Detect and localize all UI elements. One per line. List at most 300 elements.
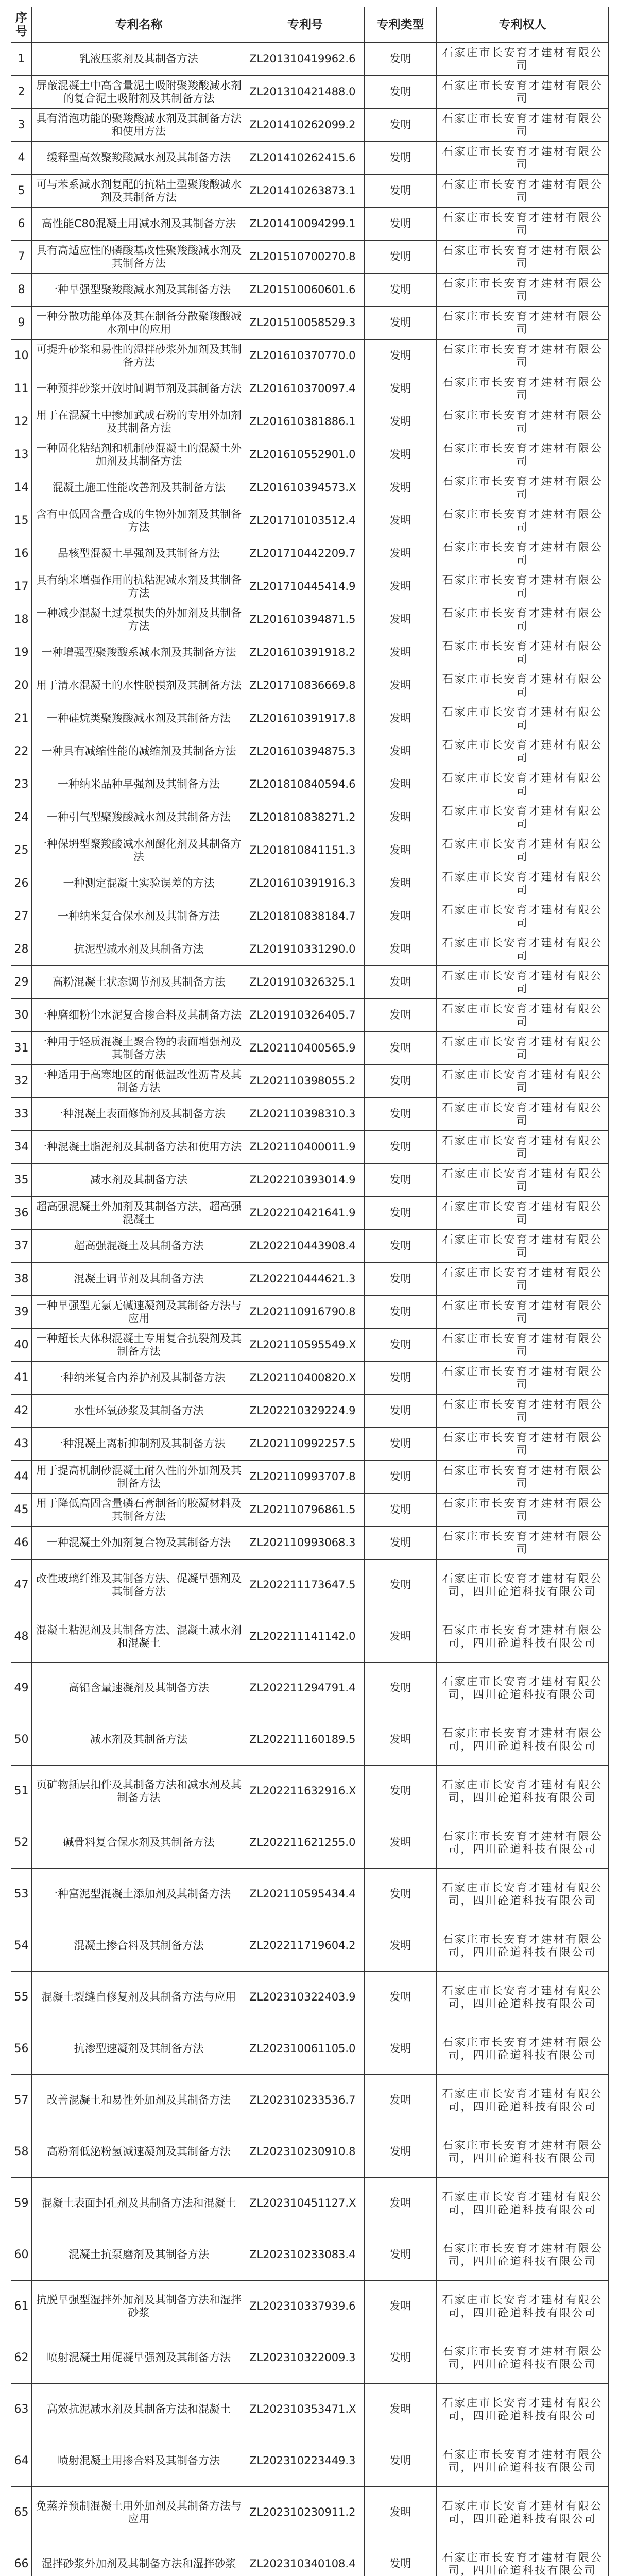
patent-name: 抗泥型减水剂及其制备方法 (32, 933, 246, 966)
patent-name: 一种混凝土外加剂复合物及其制备方法 (32, 1527, 246, 1560)
header-patent-type: 专利类型 (365, 7, 437, 43)
patent-number: ZL201510700270.8 (246, 241, 365, 274)
patent-type: 发明 (365, 2384, 437, 2435)
patent-type: 发明 (365, 1362, 437, 1395)
row-number: 22 (11, 735, 32, 768)
table-row (11, 1817, 609, 1869)
patent-number: ZL201310419962.6 (246, 43, 365, 76)
patent-number: ZL202211160189.5 (246, 1714, 365, 1766)
patent-number: ZL202110993707.8 (246, 1461, 365, 1494)
table-row (11, 999, 609, 1032)
row-number: 30 (11, 999, 32, 1032)
patent-type: 发明 (365, 405, 437, 438)
row-number: 58 (11, 2126, 32, 2178)
header-owner: 专利权人 (437, 7, 609, 43)
table-row (11, 2075, 609, 2126)
patent-name: 一种早强型聚羧酸减水剂及其制备方法 (32, 274, 246, 307)
patent-name: 具有消泡功能的聚羧酸减水剂及其制备方法和使用方法 (32, 109, 246, 142)
patent-owner: 石家庄市长安育才建材有限公司，四川砼道科技有限公司 (437, 2075, 609, 2126)
row-number: 64 (11, 2435, 32, 2487)
patent-owner: 石家庄市长安育才建材有限公司 (437, 1098, 609, 1131)
patent-type: 发明 (365, 1972, 437, 2023)
patent-number: ZL202110916790.8 (246, 1296, 365, 1329)
patent-number: ZL202110993068.3 (246, 1527, 365, 1560)
table-row (11, 669, 609, 702)
patent-owner: 石家庄市长安育才建材有限公司 (437, 1329, 609, 1362)
patent-number: ZL201410094299.1 (246, 208, 365, 241)
table-row (11, 636, 609, 669)
patent-owner: 石家庄市长安育才建材有限公司 (437, 867, 609, 900)
row-number: 60 (11, 2229, 32, 2281)
patent-number: ZL201610391917.8 (246, 702, 365, 735)
patent-owner: 石家庄市长安育才建材有限公司 (437, 570, 609, 603)
table-row (11, 1296, 609, 1329)
patent-name: 一种保坍型聚羧酸减水剂醚化剂及其制备方法 (32, 834, 246, 867)
patent-owner: 石家庄市长安育才建材有限公司 (437, 405, 609, 438)
table-row (11, 867, 609, 900)
patent-number: ZL202211632916.X (246, 1766, 365, 1817)
patent-number: ZL201910331290.0 (246, 933, 365, 966)
row-number: 15 (11, 504, 32, 537)
patent-type: 发明 (365, 438, 437, 471)
patent-type: 发明 (365, 1230, 437, 1263)
patent-owner: 石家庄市长安育才建材有限公司，四川砼道科技有限公司 (437, 2178, 609, 2229)
patent-list-sheet (11, 7, 608, 2576)
table-row (11, 900, 609, 933)
patent-number: ZL201710836669.8 (246, 669, 365, 702)
table-row (11, 1611, 609, 1663)
patent-type: 发明 (365, 1920, 437, 1972)
patent-owner: 石家庄市长安育才建材有限公司 (437, 274, 609, 307)
row-number: 12 (11, 405, 32, 438)
patent-name: 高粉混凝土状态调节剂及其制备方法 (32, 966, 246, 999)
patent-owner: 石家庄市长安育才建材有限公司 (437, 735, 609, 768)
patent-type: 发明 (365, 1098, 437, 1131)
row-number: 65 (11, 2487, 32, 2538)
patent-type: 发明 (365, 1663, 437, 1714)
row-number: 54 (11, 1920, 32, 1972)
row-number: 41 (11, 1362, 32, 1395)
header-name: 专利名称 (32, 7, 246, 43)
patent-number: ZL202110400820.X (246, 1362, 365, 1395)
patent-type: 发明 (365, 801, 437, 834)
table-row (11, 471, 609, 504)
patent-name: 改性玻璃纤维及其制备方法、促凝早强剂及其制备方法 (32, 1560, 246, 1611)
patent-type: 发明 (365, 76, 437, 109)
patent-name: 湿拌砂浆外加剂及其制备方法和湿拌砂浆 (32, 2538, 246, 2576)
patent-type: 发明 (365, 2178, 437, 2229)
patent-number: ZL201610394871.5 (246, 603, 365, 636)
patent-type: 发明 (365, 537, 437, 570)
table-row (11, 1164, 609, 1197)
patent-name: 一种混凝土离析抑制剂及其制备方法 (32, 1428, 246, 1461)
patent-number: ZL201810838184.7 (246, 900, 365, 933)
patent-name: 水性环氧砂浆及其制备方法 (32, 1395, 246, 1428)
patent-type: 发明 (365, 208, 437, 241)
patent-owner: 石家庄市长安育才建材有限公司 (437, 1197, 609, 1230)
patent-number: ZL201810841151.3 (246, 834, 365, 867)
patent-owner: 石家庄市长安育才建材有限公司 (437, 1263, 609, 1296)
table-header-row (11, 7, 609, 43)
patent-name: 混凝土粘泥剂及其制备方法、混凝土减水剂和混凝土 (32, 1611, 246, 1663)
row-number: 11 (11, 372, 32, 405)
patent-number: ZL201610391918.2 (246, 636, 365, 669)
table-row (11, 1032, 609, 1065)
patent-number: ZL202210443908.4 (246, 1230, 365, 1263)
patent-name: 一种纳米复合内养护剂及其制备方法 (32, 1362, 246, 1395)
patent-number: ZL202110992257.5 (246, 1428, 365, 1461)
patent-name: 混凝土施工性能改善剂及其制备方法 (32, 471, 246, 504)
patent-number: ZL201410262415.6 (246, 142, 365, 175)
patent-number: ZL202310230910.8 (246, 2126, 365, 2178)
row-number: 14 (11, 471, 32, 504)
table-row (11, 2487, 609, 2538)
row-number: 24 (11, 801, 32, 834)
patent-owner: 石家庄市长安育才建材有限公司 (437, 1230, 609, 1263)
patent-name: 一种早强型无氯无碱速凝剂及其制备方法与应用 (32, 1296, 246, 1329)
row-number: 39 (11, 1296, 32, 1329)
patent-owner: 石家庄市长安育才建材有限公司，四川砼道科技有限公司 (437, 2384, 609, 2435)
patent-name: 一种用于轻质混凝土聚合物的表面增强剂及其制备方法 (32, 1032, 246, 1065)
table-row (11, 1230, 609, 1263)
patent-owner: 石家庄市长安育才建材有限公司，四川砼道科技有限公司 (437, 2126, 609, 2178)
patent-number: ZL202310451127.X (246, 2178, 365, 2229)
patent-name: 可提升砂浆和易性的湿拌砂浆外加剂及其制备方法 (32, 340, 246, 372)
table-row (11, 1065, 609, 1098)
patent-owner: 石家庄市长安育才建材有限公司 (437, 1065, 609, 1098)
row-number: 7 (11, 241, 32, 274)
patent-number: ZL201510060601.6 (246, 274, 365, 307)
row-number: 47 (11, 1560, 32, 1611)
patent-number: ZL201410262099.2 (246, 109, 365, 142)
patent-name: 用于清水混凝土的水性脱模剂及其制备方法 (32, 669, 246, 702)
row-number: 28 (11, 933, 32, 966)
patent-name: 混凝土表面封孔剂及其制备方法和混凝土 (32, 2178, 246, 2229)
row-number: 18 (11, 603, 32, 636)
patent-number: ZL201410263873.1 (246, 175, 365, 208)
patent-number: ZL202110595434.4 (246, 1869, 365, 1920)
patent-type: 发明 (365, 2487, 437, 2538)
patent-type: 发明 (365, 1527, 437, 1560)
patent-owner: 石家庄市长安育才建材有限公司 (437, 603, 609, 636)
patent-name: 超高强混凝土及其制备方法 (32, 1230, 246, 1263)
table-row (11, 1663, 609, 1714)
table-row (11, 1766, 609, 1817)
patent-type: 发明 (365, 1164, 437, 1197)
row-number: 46 (11, 1527, 32, 1560)
patent-owner: 石家庄市长安育才建材有限公司 (437, 1164, 609, 1197)
patent-owner: 石家庄市长安育才建材有限公司 (437, 340, 609, 372)
table-row (11, 768, 609, 801)
patent-owner: 石家庄市长安育才建材有限公司 (437, 471, 609, 504)
patent-type: 发明 (365, 2281, 437, 2332)
patent-number: ZL202310340108.4 (246, 2538, 365, 2576)
patent-type: 发明 (365, 1869, 437, 1920)
patent-number: ZL202210393014.9 (246, 1164, 365, 1197)
patent-name: 用于在混凝土中掺加武成石粉的专用外加剂及其制备方法 (32, 405, 246, 438)
row-number: 17 (11, 570, 32, 603)
patent-type: 发明 (365, 504, 437, 537)
patent-number: ZL202110398055.2 (246, 1065, 365, 1098)
table-row (11, 504, 609, 537)
patent-number: ZL202310322403.9 (246, 1972, 365, 2023)
patent-owner: 石家庄市长安育才建材有限公司，四川砼道科技有限公司 (437, 2281, 609, 2332)
patent-type: 发明 (365, 1263, 437, 1296)
patent-type: 发明 (365, 834, 437, 867)
patent-type: 发明 (365, 241, 437, 274)
patent-number: ZL201610394573.X (246, 471, 365, 504)
patent-name: 减水剂及其制备方法 (32, 1714, 246, 1766)
patent-owner: 石家庄市长安育才建材有限公司 (437, 142, 609, 175)
header-no-label: 序号 (15, 11, 27, 38)
patent-name: 一种混凝土表面修饰剂及其制备方法 (32, 1098, 246, 1131)
table-row (11, 307, 609, 340)
patent-name: 改善混凝土和易性外加剂及其制备方法 (32, 2075, 246, 2126)
patent-name: 高粉剂低泌粉氢减速凝剂及其制备方法 (32, 2126, 246, 2178)
patent-owner: 石家庄市长安育才建材有限公司 (437, 1032, 609, 1065)
table-row (11, 109, 609, 142)
row-number: 57 (11, 2075, 32, 2126)
patent-name: 一种适用于高寒地区的耐低温改性沥青及其制备方法 (32, 1065, 246, 1098)
patent-name: 喷射混凝土用掺合料及其制备方法 (32, 2435, 246, 2487)
patent-number: ZL202110398310.3 (246, 1098, 365, 1131)
patent-owner: 石家庄市长安育才建材有限公司，四川砼道科技有限公司 (437, 2538, 609, 2576)
table-row (11, 76, 609, 109)
patent-number: ZL202310233083.4 (246, 2229, 365, 2281)
patent-name: 页矿物插层扣件及其制备方法和减水剂及其制备方法 (32, 1766, 246, 1817)
patent-type: 发明 (365, 1395, 437, 1428)
patent-type: 发明 (365, 1296, 437, 1329)
table-row (11, 2126, 609, 2178)
patent-owner: 石家庄市长安育才建材有限公司，四川砼道科技有限公司 (437, 1766, 609, 1817)
table-row (11, 2538, 609, 2576)
row-number: 23 (11, 768, 32, 801)
row-number: 2 (11, 76, 32, 109)
row-number: 50 (11, 1714, 32, 1766)
patent-owner: 石家庄市长安育才建材有限公司 (437, 1296, 609, 1329)
patent-type: 发明 (365, 1428, 437, 1461)
patent-type: 发明 (365, 636, 437, 669)
patent-owner: 石家庄市长安育才建材有限公司 (437, 1494, 609, 1527)
table-row (11, 1197, 609, 1230)
patent-number: ZL201310421488.0 (246, 76, 365, 109)
row-number: 66 (11, 2538, 32, 2576)
row-number: 26 (11, 867, 32, 900)
table-row (11, 2332, 609, 2384)
patent-number: ZL202210421641.9 (246, 1197, 365, 1230)
patent-number: ZL202210329224.9 (246, 1395, 365, 1428)
patent-type: 发明 (365, 43, 437, 76)
patent-name: 乳液压浆剂及其制备方法 (32, 43, 246, 76)
table-body (11, 43, 609, 2576)
table-row (11, 175, 609, 208)
patent-name: 一种超长大体积混凝土专用复合抗裂剂及其制备方法 (32, 1329, 246, 1362)
patent-owner: 石家庄市长安育才建材有限公司，四川砼道科技有限公司 (437, 2229, 609, 2281)
patent-owner: 石家庄市长安育才建材有限公司 (437, 669, 609, 702)
table-row (11, 2384, 609, 2435)
row-number: 8 (11, 274, 32, 307)
table-row (11, 1131, 609, 1164)
row-number: 63 (11, 2384, 32, 2435)
table-row (11, 1098, 609, 1131)
patent-type: 发明 (365, 372, 437, 405)
patent-number: ZL201610552901.0 (246, 438, 365, 471)
row-number: 40 (11, 1329, 32, 1362)
row-number: 48 (11, 1611, 32, 1663)
patent-number: ZL202211141142.0 (246, 1611, 365, 1663)
row-number: 34 (11, 1131, 32, 1164)
patent-type: 发明 (365, 2075, 437, 2126)
patent-number: ZL202310337939.6 (246, 2281, 365, 2332)
table-row (11, 1494, 609, 1527)
patent-name: 一种减少混凝土过泵损失的外加剂及其制备方法 (32, 603, 246, 636)
row-number: 3 (11, 109, 32, 142)
patent-table (11, 7, 609, 2576)
patent-name: 一种预拌砂浆开放时间调节剂及其制备方法 (32, 372, 246, 405)
table-row (11, 801, 609, 834)
patent-type: 发明 (365, 109, 437, 142)
patent-owner: 石家庄市长安育才建材有限公司 (437, 966, 609, 999)
row-number: 62 (11, 2332, 32, 2384)
patent-name: 喷射混凝土用促凝早强剂及其制备方法 (32, 2332, 246, 2384)
table-row (11, 438, 609, 471)
patent-type: 发明 (365, 1329, 437, 1362)
row-number: 13 (11, 438, 32, 471)
table-row (11, 1263, 609, 1296)
row-number: 45 (11, 1494, 32, 1527)
table-row (11, 537, 609, 570)
row-number: 36 (11, 1197, 32, 1230)
patent-owner: 石家庄市长安育才建材有限公司，四川砼道科技有限公司 (437, 2487, 609, 2538)
table-row (11, 1428, 609, 1461)
patent-owner: 石家庄市长安育才建材有限公司 (437, 801, 609, 834)
patent-name: 混凝土调节剂及其制备方法 (32, 1263, 246, 1296)
patent-owner: 石家庄市长安育才建材有限公司 (437, 504, 609, 537)
table-row (11, 1362, 609, 1395)
patent-number: ZL202310061105.0 (246, 2023, 365, 2075)
table-row (11, 603, 609, 636)
patent-type: 发明 (365, 1065, 437, 1098)
patent-owner: 石家庄市长安育才建材有限公司，四川砼道科技有限公司 (437, 2435, 609, 2487)
row-number: 33 (11, 1098, 32, 1131)
patent-owner: 石家庄市长安育才建材有限公司，四川砼道科技有限公司 (437, 1714, 609, 1766)
patent-type: 发明 (365, 1461, 437, 1494)
header-patent-number: 专利号 (246, 7, 365, 43)
patent-owner: 石家庄市长安育才建材有限公司 (437, 933, 609, 966)
patent-name: 高性能C80混凝土用减水剂及其制备方法 (32, 208, 246, 241)
row-number: 25 (11, 834, 32, 867)
patent-name: 一种分散功能单体及其在制备分散聚羧酸减水剂中的应用 (32, 307, 246, 340)
table-row (11, 1527, 609, 1560)
table-row (11, 1869, 609, 1920)
patent-number: ZL201610381886.1 (246, 405, 365, 438)
table-row (11, 372, 609, 405)
patent-number: ZL201710103512.4 (246, 504, 365, 537)
patent-owner: 石家庄市长安育才建材有限公司，四川砼道科技有限公司 (437, 1560, 609, 1611)
patent-number: ZL201510058529.3 (246, 307, 365, 340)
table-row (11, 966, 609, 999)
patent-owner: 石家庄市长安育才建材有限公司 (437, 1527, 609, 1560)
patent-owner: 石家庄市长安育才建材有限公司，四川砼道科技有限公司 (437, 1972, 609, 2023)
table-row (11, 933, 609, 966)
patent-owner: 石家庄市长安育才建材有限公司 (437, 537, 609, 570)
patent-name: 抗渗型速凝剂及其制备方法 (32, 2023, 246, 2075)
row-number: 32 (11, 1065, 32, 1098)
table-row (11, 735, 609, 768)
row-number: 16 (11, 537, 32, 570)
patent-owner: 石家庄市长安育才建材有限公司 (437, 1395, 609, 1428)
patent-owner: 石家庄市长安育才建材有限公司 (437, 636, 609, 669)
patent-name: 混凝土裂缝自修复剂及其制备方法与应用 (32, 1972, 246, 2023)
table-row (11, 1329, 609, 1362)
patent-type: 发明 (365, 702, 437, 735)
patent-number: ZL202310322009.3 (246, 2332, 365, 2384)
patent-number: ZL202310223449.3 (246, 2435, 365, 2487)
patent-number: ZL202310230911.2 (246, 2487, 365, 2538)
patent-number: ZL201910326325.1 (246, 966, 365, 999)
row-number: 20 (11, 669, 32, 702)
patent-number: ZL202211294791.4 (246, 1663, 365, 1714)
table-row (11, 241, 609, 274)
patent-type: 发明 (365, 1131, 437, 1164)
row-number: 19 (11, 636, 32, 669)
row-number: 9 (11, 307, 32, 340)
row-number: 38 (11, 1263, 32, 1296)
row-number: 43 (11, 1428, 32, 1461)
patent-number: ZL202110595549.X (246, 1329, 365, 1362)
patent-type: 发明 (365, 1817, 437, 1869)
patent-name: 一种引气型聚羧酸减水剂及其制备方法 (32, 801, 246, 834)
patent-name: 含有中低固含量合成的生物外加剂及其制备方法 (32, 504, 246, 537)
table-row (11, 2178, 609, 2229)
table-row (11, 1560, 609, 1611)
patent-owner: 石家庄市长安育才建材有限公司 (437, 1131, 609, 1164)
row-number: 35 (11, 1164, 32, 1197)
patent-owner: 石家庄市长安育才建材有限公司，四川砼道科技有限公司 (437, 1663, 609, 1714)
row-number: 52 (11, 1817, 32, 1869)
patent-number: ZL201710445414.9 (246, 570, 365, 603)
table-row (11, 340, 609, 372)
patent-owner: 石家庄市长安育才建材有限公司 (437, 109, 609, 142)
patent-owner: 石家庄市长安育才建材有限公司 (437, 1428, 609, 1461)
patent-name: 免蒸养预制混凝土用外加剂及其制备方法与应用 (32, 2487, 246, 2538)
table-row (11, 1714, 609, 1766)
patent-number: ZL201610391916.3 (246, 867, 365, 900)
patent-type: 发明 (365, 142, 437, 175)
patent-type: 发明 (365, 669, 437, 702)
table-row (11, 570, 609, 603)
row-number: 55 (11, 1972, 32, 2023)
patent-number: ZL201610370097.4 (246, 372, 365, 405)
patent-owner: 石家庄市长安育才建材有限公司，四川砼道科技有限公司 (437, 1920, 609, 1972)
patent-type: 发明 (365, 2023, 437, 2075)
patent-name: 晶核型混凝土早强剂及其制备方法 (32, 537, 246, 570)
row-number: 27 (11, 900, 32, 933)
table-row (11, 834, 609, 867)
row-number: 44 (11, 1461, 32, 1494)
table-row (11, 702, 609, 735)
patent-type: 发明 (365, 933, 437, 966)
patent-number: ZL202211719604.2 (246, 1920, 365, 1972)
patent-type: 发明 (365, 2229, 437, 2281)
table-row (11, 2023, 609, 2075)
patent-type: 发明 (365, 307, 437, 340)
patent-name: 一种硅烷类聚羧酸减水剂及其制备方法 (32, 702, 246, 735)
patent-owner: 石家庄市长安育才建材有限公司 (437, 438, 609, 471)
patent-number: ZL201710442209.7 (246, 537, 365, 570)
patent-name: 缓释型高效聚羧酸减水剂及其制备方法 (32, 142, 246, 175)
header-no (11, 7, 32, 43)
